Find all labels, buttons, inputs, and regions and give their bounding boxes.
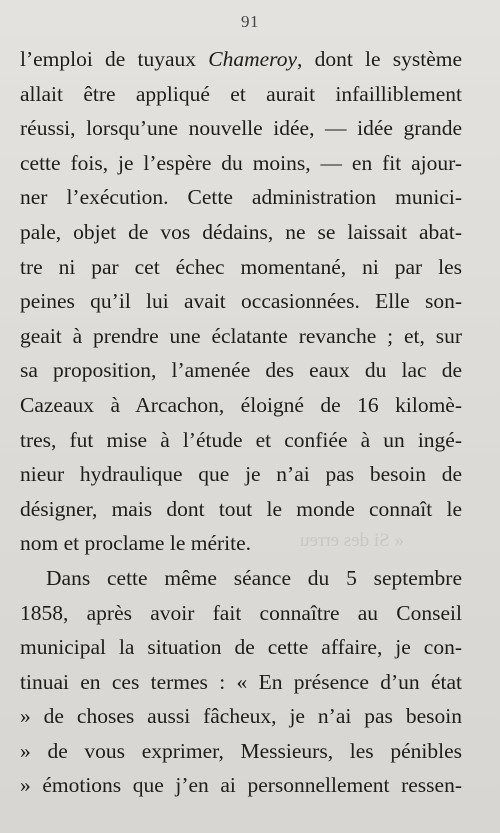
text-line: cette fois, je l’espère du moins, — en fit ajour- bbox=[20, 150, 462, 175]
text-line: sa proposition, l’amenée des eaux du lac de bbox=[20, 358, 462, 383]
text-line: nieur hydraulique que je n’ai pas besoin de bbox=[20, 462, 462, 487]
text-line: pale, objet de vos dédains, ne se laissait abat- bbox=[20, 219, 462, 244]
text-line: tre ni par cet échec momentané, ni par les bbox=[20, 254, 462, 279]
text-line: désigner, mais dont tout le monde connaît le bbox=[20, 496, 462, 521]
text-line: allait être appliqué et aurait infailliblement bbox=[20, 81, 462, 106]
quoted-line: » de choses aussi fâcheux, je n’ai pas besoin bbox=[20, 704, 462, 729]
text-line: ner l’exécution. Cette administration munici- bbox=[20, 185, 462, 210]
paragraph-end-line: nom et proclame le mérite. bbox=[20, 531, 252, 556]
text-line: Cazeaux à Arcachon, éloigné de 16 kilomè- bbox=[20, 392, 462, 417]
text-line: réussi, lorsqu’une nouvelle idée, — idée grande bbox=[20, 116, 462, 141]
text-line: tres, fut mise à l’étude et confiée à un ingé- bbox=[20, 427, 462, 452]
paragraph-start-line: Dans cette même séance du 5 septembre bbox=[46, 565, 462, 590]
text-line: peines qu’il lui avait occasionnées. Elle son- bbox=[20, 289, 462, 314]
text-line: l’emploi de tuyaux Chameroy, dont le système bbox=[20, 47, 462, 71]
body-text bbox=[20, 42, 462, 803]
text-line: municipal la situation de cette affaire, je con- bbox=[20, 635, 462, 660]
page-number: 91 bbox=[241, 12, 259, 31]
text-line: tinuai en ces termes : « En présence d’un état bbox=[20, 669, 462, 694]
text-line: geait à prendre une éclatante revanche ; et, sur bbox=[20, 323, 462, 348]
show-through-text: « Si des erreu bbox=[300, 530, 404, 551]
emphasis: Chameroy bbox=[208, 47, 298, 71]
quoted-line: » émotions que j’en ai personnellement ressen- bbox=[20, 773, 462, 798]
text-line: 1858, après avoir fait connaître au Conseil bbox=[20, 600, 462, 625]
quoted-line: » de vous exprimer, Messieurs, les pénibles bbox=[20, 738, 462, 763]
